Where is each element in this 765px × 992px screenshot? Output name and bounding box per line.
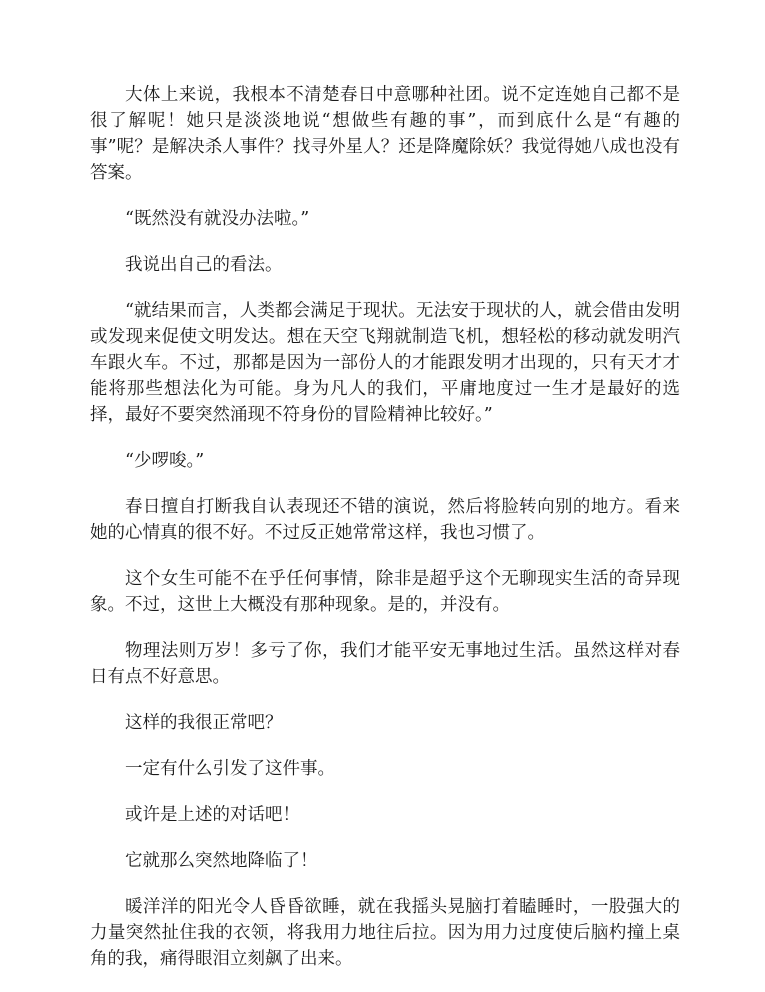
body-text xyxy=(90,82,680,992)
paragraph: 物理法则万岁！多亏了你，我们才能平安无事地过生活。虽然这样对春日有点不好意思。 xyxy=(90,641,680,687)
paragraph: 我说出自己的看法。 xyxy=(125,255,283,275)
paragraph: “就结果而言，人类都会满足于现状。无法安于现状的人，就会借由发明或发现来促使文明发达。想在天空飞翔就制造飞机，想轻松的移动就发明汽车跟火车。不过，那都是因为一部份人的才能跟发明才出现的，只有天才才能将那些想法化为可能。身为凡人的我们，平庸地度过一生才是最好的选择，最好不要突然涌现不符身份的冒险精神比较好。” xyxy=(90,301,680,425)
paragraph: 春日擅自打断我自认表现还不错的演说，然后将脸转向别的地方。看来她的心情真的很不好。不过反正她常常这样，我也习惯了。 xyxy=(90,497,680,543)
paragraph: 暖洋洋的阳光令人昏昏欲睡，就在我摇头晃脑打着瞌睡时，一股强大的力量突然扯住我的衣领，将我用力地往后拉。因为用力过度使后脑杓撞上桌角的我，痛得眼泪立刻飙了出来。 xyxy=(90,897,680,969)
paragraph: 它就那么突然地降临了！ xyxy=(125,851,318,871)
paragraph: 这个女生可能不在乎任何事情，除非是超乎这个无聊现实生活的奇异现象。不过，这世上大概没有那种现象。是的，并没有。 xyxy=(90,569,680,615)
paragraph: 或许是上述的对话吧！ xyxy=(125,805,300,825)
paragraph: 一定有什么引发了这件事。 xyxy=(125,759,335,779)
paragraph: “少啰唆。” xyxy=(125,451,205,471)
paragraph: “既然没有就没办法啦。” xyxy=(125,209,310,229)
paragraph: 这样的我很正常吧？ xyxy=(125,713,283,733)
paragraph: 大体上来说，我根本不清楚春日中意哪种社团。说不定连她自己都不是很了解呢！她只是淡淡地说“想做些有趣的事”，而到底什么是“有趣的事”呢？是解决杀人事件？找寻外星人？还是降魔除妖？我觉得她八成也没有答案。 xyxy=(90,85,680,183)
